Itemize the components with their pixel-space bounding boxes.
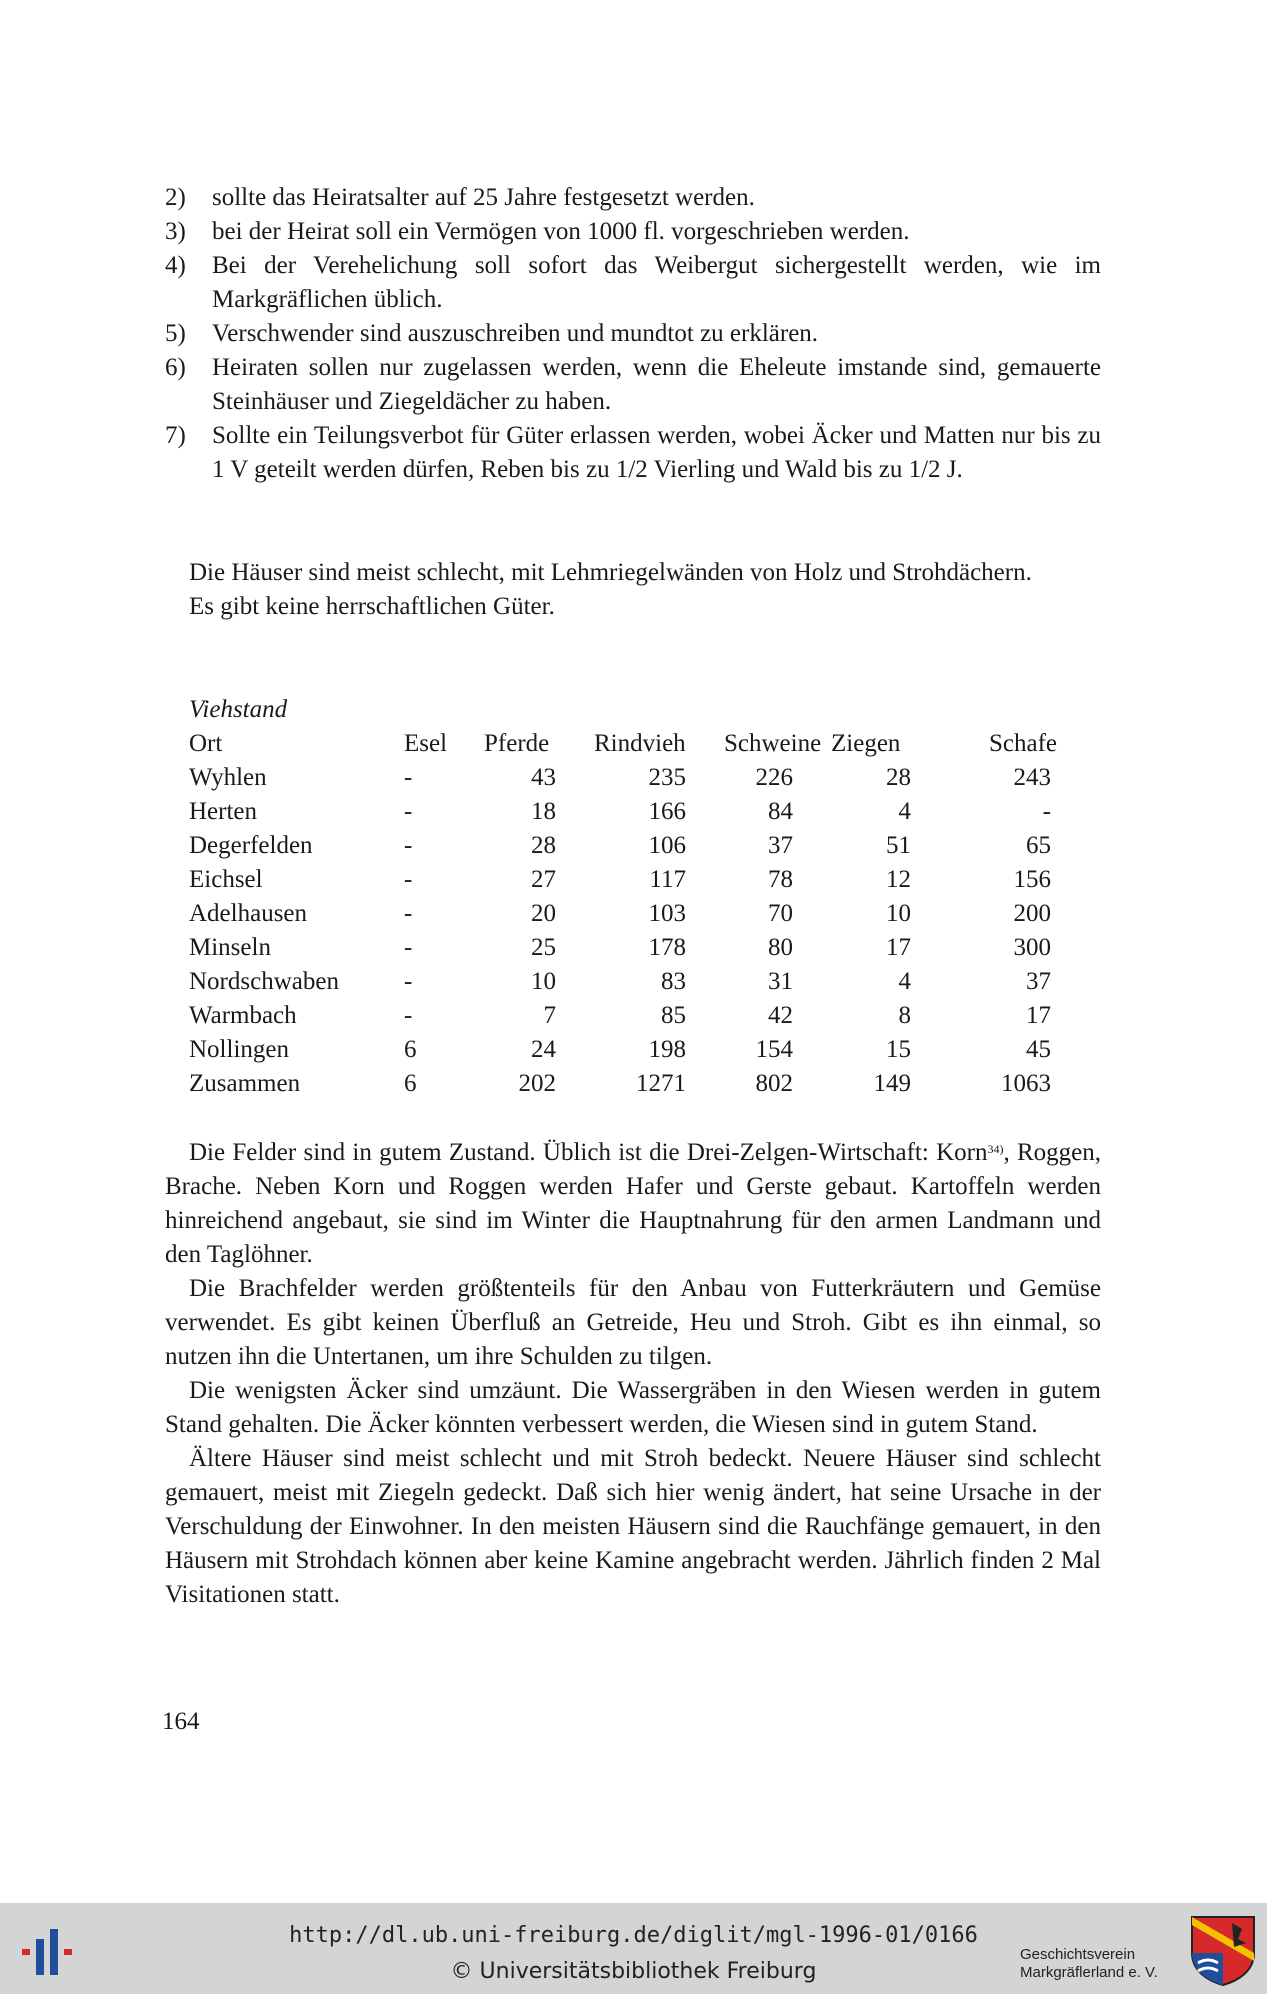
cell-pferde: 25 <box>531 934 556 961</box>
header-esel: Esel <box>404 730 448 757</box>
cell-schafe: - <box>1042 798 1051 825</box>
cell-schafe: 243 <box>1013 764 1051 791</box>
cell-ziegen: 17 <box>886 934 911 961</box>
cell-esel: - <box>404 798 413 825</box>
list-number: 3) <box>165 218 186 245</box>
cell-schafe: 45 <box>1026 1036 1051 1063</box>
list-text: Verschwender sind auszuschreiben und mundtot zu erklären. <box>212 320 819 347</box>
cell-esel: - <box>404 764 413 791</box>
cell-schafe: 17 <box>1026 1002 1051 1029</box>
list-item <box>165 419 1101 487</box>
cell-rindvieh: 166 <box>648 798 686 825</box>
cell-esel: - <box>404 866 413 893</box>
table-row <box>189 1033 1129 1067</box>
cell-pferde: 7 <box>543 1002 556 1029</box>
cell-pferde: 202 <box>518 1070 556 1097</box>
table-row <box>189 965 1129 999</box>
cell-schafe: 37 <box>1026 968 1051 995</box>
cell-esel: - <box>404 934 413 961</box>
cell-rindvieh: 103 <box>648 900 686 927</box>
livestock-title: Viehstand <box>189 696 288 723</box>
list-item <box>165 215 1101 249</box>
table-row <box>189 999 1129 1033</box>
footer-url-link[interactable]: http://dl.ub.uni-freiburg.de/diglit/mgl-1996-01/0166 <box>289 1923 978 1948</box>
list-text: Sollte ein Teilungsverbot für Güter erlassen werden, wobei Äcker und Matten nur bis zu 1 V geteilt werden dürfen, Reben bis zu 1/2 Vierling und Wald bis zu 1/2 J. <box>212 422 1101 483</box>
list-number: 7) <box>165 422 186 449</box>
cell-ort: Herten <box>189 798 258 825</box>
cell-ziegen: 149 <box>873 1070 911 1097</box>
cell-ort: Warmbach <box>189 1002 297 1029</box>
cell-esel: - <box>404 900 413 927</box>
cell-ort: Wyhlen <box>189 764 267 791</box>
table-row <box>189 897 1129 931</box>
cell-ziegen: 28 <box>886 764 911 791</box>
society-name <box>1020 1946 1158 1982</box>
cell-schweine: 31 <box>768 968 793 995</box>
houses-paragraph: Die Häuser sind meist schlecht, mit Lehmriegelwänden von Holz und Strohdächern. <box>189 559 1032 586</box>
cell-ort: Eichsel <box>189 866 263 893</box>
cell-rindvieh: 1271 <box>636 1070 686 1097</box>
table-row <box>189 863 1129 897</box>
header-schweine: Schweine <box>724 730 822 757</box>
cell-ziegen: 8 <box>898 1002 911 1029</box>
cell-pferde: 43 <box>531 764 556 791</box>
numbered-list <box>165 181 1101 487</box>
cell-pferde: 10 <box>531 968 556 995</box>
cell-pferde: 27 <box>531 866 556 893</box>
cell-rindvieh: 85 <box>661 1002 686 1029</box>
list-text: bei der Heirat soll ein Vermögen von 1000 fl. vorgeschrieben werden. <box>212 218 910 245</box>
list-item <box>165 317 1101 351</box>
fields-text-end: , Roggen, Brache. Neben Korn und Roggen werden Hafer und Gerste gebaut. Kartoffeln werden hinreichend angebaut, sie sind im Winter die Hauptnahrung für den armen Landmann und den Taglöhner. <box>165 1139 1101 1268</box>
cell-schweine: 80 <box>768 934 793 961</box>
table-row <box>189 1067 1129 1101</box>
table-body <box>189 761 1129 1101</box>
cell-rindvieh: 117 <box>649 866 686 893</box>
cell-ort: Zusammen <box>189 1070 301 1097</box>
cell-schweine: 37 <box>768 832 793 859</box>
cell-ziegen: 15 <box>886 1036 911 1063</box>
cell-esel: - <box>404 1002 413 1029</box>
cell-esel: 6 <box>404 1036 417 1063</box>
header-schafe: Schafe <box>989 730 1058 757</box>
cell-ziegen: 51 <box>886 832 911 859</box>
fields-text-start: Die Felder sind in gutem Zustand. Üblich ist die Drei-Zelgen-Wirtschaft: Korn <box>189 1139 988 1166</box>
page-number: 164 <box>162 1708 200 1735</box>
cell-schafe: 156 <box>1013 866 1051 893</box>
footer-copyright: © Universitätsbibliothek Freiburg <box>450 1959 817 1984</box>
cell-rindvieh: 83 <box>661 968 686 995</box>
society-line-2: Markgräflerland e. V. <box>1020 1964 1158 1981</box>
list-item <box>165 249 1101 317</box>
cell-esel: - <box>404 832 413 859</box>
cell-schweine: 154 <box>755 1036 793 1063</box>
livestock-table <box>189 727 1129 1101</box>
cell-schafe: 200 <box>1013 900 1051 927</box>
cell-esel: 6 <box>404 1070 417 1097</box>
table-row <box>189 829 1129 863</box>
cell-ort: Degerfelden <box>189 832 313 859</box>
cell-schweine: 78 <box>768 866 793 893</box>
cell-pferde: 20 <box>531 900 556 927</box>
cell-ziegen: 4 <box>898 798 911 825</box>
header-pferde: Pferde <box>484 730 550 757</box>
cell-schafe: 65 <box>1026 832 1051 859</box>
list-text: sollte das Heiratsalter auf 25 Jahre festgesetzt werden. <box>212 184 755 211</box>
cell-pferde: 24 <box>531 1036 556 1063</box>
houses-section <box>165 556 1101 624</box>
cell-ziegen: 12 <box>886 866 911 893</box>
footer-bar <box>0 1903 1267 1994</box>
table-row <box>189 931 1129 965</box>
list-number: 5) <box>165 320 186 347</box>
table-header-row <box>189 727 1129 761</box>
cell-ort: Minseln <box>189 934 271 961</box>
society-line-1: Geschichtsverein <box>1020 1946 1136 1963</box>
cell-schweine: 802 <box>755 1070 793 1097</box>
list-text: Heiraten sollen nur zugelassen werden, wenn die Eheleute imstande sind, gemauerte Steinhäuser und Ziegeldächer zu haben. <box>212 354 1101 415</box>
cell-schweine: 42 <box>768 1002 793 1029</box>
cell-rindvieh: 235 <box>648 764 686 791</box>
cell-schweine: 226 <box>755 764 793 791</box>
cell-schafe: 300 <box>1013 934 1051 961</box>
cell-ziegen: 10 <box>886 900 911 927</box>
fields-section <box>165 1136 1101 1612</box>
table-row <box>189 795 1129 829</box>
header-rindvieh: Rindvieh <box>594 730 686 757</box>
cell-ort: Adelhausen <box>189 900 308 927</box>
footnote-ref: 34) <box>987 1142 1004 1156</box>
list-item <box>165 181 1101 215</box>
estates-paragraph: Es gibt keine herrschaftlichen Güter. <box>189 593 555 620</box>
list-item <box>165 351 1101 419</box>
cell-esel: - <box>404 968 413 995</box>
fallow-paragraph: Die Brachfelder werden größtenteils für den Anbau von Futterkräutern und Gemüse verwendet. Es gibt keinen Überfluß an Getreide, Heu und Stroh. Gibt es ihn einmal, so nutzen ihn die Untertanen, um ihre Schulden zu tilgen. <box>165 1275 1101 1370</box>
cell-rindvieh: 106 <box>648 832 686 859</box>
cell-schweine: 84 <box>768 798 793 825</box>
list-number: 4) <box>165 252 186 279</box>
cell-ziegen: 4 <box>898 968 911 995</box>
list-number: 2) <box>165 184 186 211</box>
table-row <box>189 761 1129 795</box>
list-text: Bei der Verehelichung soll sofort das Weibergut sichergestellt werden, wie im Markgräflichen üblich. <box>212 252 1101 313</box>
cell-pferde: 18 <box>531 798 556 825</box>
header-ziegen: Ziegen <box>831 730 901 757</box>
cell-rindvieh: 198 <box>648 1036 686 1063</box>
cell-rindvieh: 178 <box>648 934 686 961</box>
older-houses-paragraph: Ältere Häuser sind meist schlecht und mit Stroh bedeckt. Neuere Häuser sind schlecht gemauert, meist mit Ziegeln gedeckt. Daß sich hier wenig ändert, hat seine Ursache in der Verschuldung der Einwohner. In den meisten Häusern sind die Rauchfänge gemauert, in den Häusern mit Strohdach können aber keine Kamine angebracht werden. Jährlich finden 2 Mal Visitationen statt. <box>165 1445 1101 1608</box>
fields-paragraph <box>165 1136 1101 1272</box>
cell-schweine: 70 <box>768 900 793 927</box>
fences-paragraph: Die wenigsten Äcker sind umzäunt. Die Wassergräben in den Wiesen werden in gutem Stand gehalten. Die Äcker könnten verbessert werden, die Wiesen sind in gutem Stand. <box>165 1377 1101 1438</box>
list-number: 6) <box>165 354 186 381</box>
header-ort: Ort <box>189 730 223 757</box>
cell-ort: Nordschwaben <box>189 968 339 995</box>
cell-ort: Nollingen <box>189 1036 289 1063</box>
cell-schafe: 1063 <box>1001 1070 1051 1097</box>
coat-of-arms-icon <box>1188 1913 1258 1988</box>
cell-pferde: 28 <box>531 832 556 859</box>
